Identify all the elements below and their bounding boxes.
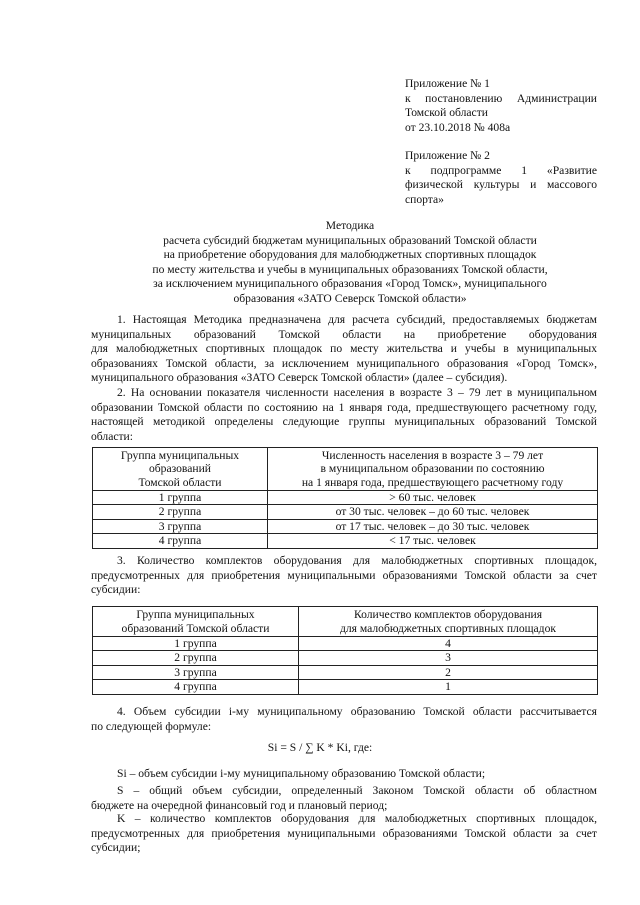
- paragraph-line: 2. На основании показателя численности населения в возрасте 3 – 79 лет в муниципальном: [117, 386, 597, 399]
- definition-si: [91, 767, 597, 782]
- table-header-cell: [268, 448, 598, 491]
- table-cell: 3 группа: [93, 519, 268, 533]
- table-cell: 4 группа: [93, 680, 299, 694]
- header-line: в муниципальном образовании по состоянию: [320, 462, 545, 476]
- appendix-1-line: Томской области: [405, 106, 488, 120]
- table-cell: > 60 тыс. человек: [268, 491, 598, 505]
- header-line: Группа муниципальных: [120, 448, 240, 462]
- paragraph-line: муниципального образования «ЗАТО Северск Томской области» (далее – субсидия).: [91, 371, 508, 385]
- paragraph-line: настоящей методикой определены следующие группы муниципальных образований Томской: [91, 415, 597, 429]
- table-cell: 2: [299, 665, 598, 679]
- header-line: образований Томской области: [121, 621, 270, 635]
- header-line: Численность населения в возрасте 3 – 79 лет: [321, 448, 544, 462]
- table-cell: 1: [299, 680, 598, 694]
- appendix-2-line: физической культуры и массового: [405, 178, 597, 192]
- title-line: Методика: [325, 219, 375, 232]
- table-row: [93, 534, 598, 548]
- table-row: [93, 665, 598, 679]
- document-title: [90, 219, 610, 307]
- table-cell: 3 группа: [93, 665, 299, 679]
- table-header-cell: [93, 448, 268, 491]
- paragraph-1: [91, 313, 597, 386]
- appendix-1-line: от 23.10.2018 № 408а: [405, 120, 511, 134]
- paragraph-4: [91, 705, 597, 734]
- population-groups-table: [92, 447, 598, 549]
- table-header-row: [93, 607, 598, 637]
- appendix-1-line: Приложение № 1: [405, 77, 490, 90]
- definition-k: [91, 812, 597, 856]
- appendix-1-line: к постановлению Администрации: [405, 91, 597, 105]
- definition-line: S – общий объем субсидии, определенный Законом Томской области об областном: [117, 784, 597, 797]
- subsidy-formula: Si = S / ∑ K * Ki, где:: [267, 741, 373, 754]
- table-row: [93, 651, 598, 665]
- table-header-cell: [93, 607, 299, 637]
- definition-line: K – количество комплектов оборудования для малобюджетных спортивных площадок,: [117, 812, 597, 825]
- definition-s: [91, 784, 597, 813]
- appendix-2-line: спорта»: [405, 192, 444, 206]
- paragraph-line: для малобюджетных спортивных площадок по месту жительства и учебы в муниципальных: [91, 342, 597, 356]
- table-cell: 2 группа: [93, 651, 299, 665]
- paragraph-line: образованиях Томской области, за исключением муниципального образования «Город Томск»,: [91, 356, 597, 370]
- appendix-2-block: [405, 149, 597, 207]
- header-line: для малобюджетных спортивных площадок: [339, 621, 557, 635]
- table-header-cell: [299, 607, 598, 637]
- paragraph-2: [91, 386, 597, 444]
- table-row: [93, 680, 598, 694]
- table-cell: < 17 тыс. человек: [268, 534, 598, 548]
- paragraph-line: 1. Настоящая Методика предназначена для расчета субсидий, предоставляемых бюджетам: [117, 313, 597, 326]
- paragraph-line: 3. Количество комплектов оборудования для малобюджетных спортивных площадок,: [117, 554, 597, 567]
- table-cell: от 30 тыс. человек – до 60 тыс. человек: [268, 505, 598, 519]
- table-cell: 3: [299, 651, 598, 665]
- table-header-row: [93, 448, 598, 491]
- appendix-2-line: к подпрограмме 1 «Развитие: [405, 163, 597, 177]
- paragraph-3: [91, 554, 597, 598]
- paragraph-line: предусмотренных для приобретения муниципальными образованиями Томской области за счет: [91, 568, 597, 582]
- table-cell: 1 группа: [93, 491, 268, 505]
- definition-line: Si – объем субсидии i-му муниципальному образованию Томской области;: [117, 767, 486, 780]
- table-row: [93, 505, 598, 519]
- title-line: на приобретение оборудования для малобюджетных спортивных площадок: [163, 248, 537, 262]
- definition-line: предусмотренных для приобретения муниципальными образованиями Томской области за счет: [91, 826, 597, 840]
- table-cell: 4 группа: [93, 534, 268, 548]
- paragraph-line: 4. Объем субсидии i-му муниципальному образованию Томской области рассчитывается: [117, 705, 597, 718]
- appendix-2-line: Приложение № 2: [405, 149, 490, 162]
- header-line: образований: [148, 462, 212, 476]
- table-cell: 4: [299, 637, 598, 651]
- table-cell: от 17 тыс. человек – до 30 тыс. человек: [268, 519, 598, 533]
- appendix-1-block: [405, 77, 597, 135]
- header-line: Количество комплектов оборудования: [353, 608, 543, 622]
- header-line: на 1 января года, предшествующего расчетному году: [301, 475, 564, 489]
- paragraph-line: области:: [91, 429, 133, 443]
- definition-line: субсидии;: [91, 841, 141, 855]
- table-row: [93, 519, 598, 533]
- paragraph-line: образовании Томской области по состоянию на 1 января года, предшествующего расчетному году,: [91, 400, 597, 414]
- header-line: Группа муниципальных: [136, 608, 255, 622]
- title-line: за исключением муниципального образования «Город Томск», муниципального: [153, 277, 547, 291]
- table-cell: 1 группа: [93, 637, 299, 651]
- paragraph-line: муниципальных образований Томской области на приобретение оборудования: [91, 327, 597, 341]
- title-line: расчета субсидий бюджетам муниципальных образований Томской области: [163, 233, 537, 247]
- definition-line: бюджете на очередной финансовый год и плановый период;: [91, 798, 388, 812]
- equipment-sets-table: [92, 606, 598, 695]
- paragraph-line: субсидии:: [91, 583, 141, 597]
- title-line: образования «ЗАТО Северск Томской области»: [233, 291, 467, 305]
- table-row: [93, 491, 598, 505]
- table-row: [93, 637, 598, 651]
- header-line: Томской области: [138, 475, 222, 489]
- paragraph-line: по следующей формуле:: [91, 719, 212, 733]
- title-line: по месту жительства и учебы в муниципальных образованиях Томской области,: [152, 262, 548, 276]
- table-cell: 2 группа: [93, 505, 268, 519]
